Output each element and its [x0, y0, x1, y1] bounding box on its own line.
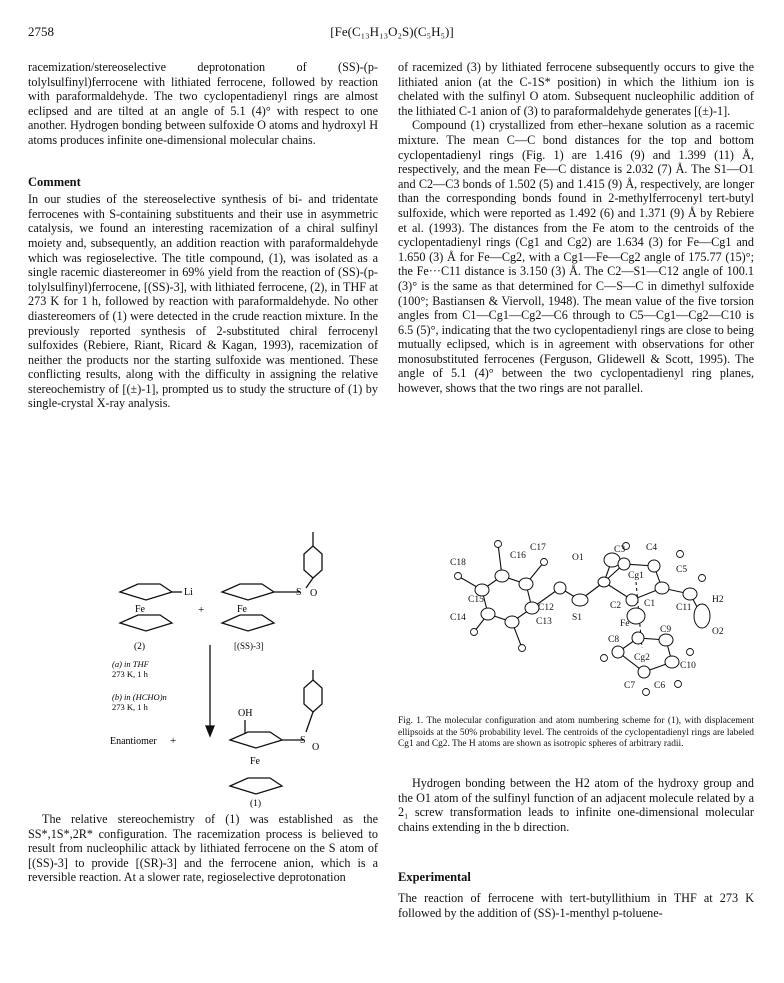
- centroid-label-cg2: Cg2: [634, 653, 650, 663]
- atom-label-c2: C2: [610, 601, 622, 611]
- stereochemistry-paragraph: The relative stereochemistry of (1) was established as the SS*,1S*,2R* configuration. The racemization process is believed to result from nucleophilic attack by lithiated ferrocene on the S atom of [(SS)-3] to provide [(SR)-3] and the ferrocene anion, which is a reversible reaction. At a slower rate, regioselective deprotonation: [28, 812, 378, 885]
- running-header: [28, 24, 756, 42]
- compound-3-label: [(SS)-3]: [234, 641, 264, 651]
- atom-label-c16: C16: [510, 551, 526, 561]
- oh-label: OH: [238, 708, 253, 719]
- fe-label: Fe: [135, 604, 145, 615]
- atom-label-o1: O1: [572, 553, 584, 563]
- s-label: S: [296, 587, 302, 598]
- centroid-label-cg1: Cg1: [628, 571, 644, 581]
- atom-label-fe: Fe: [620, 619, 630, 629]
- atom-label-c8: C8: [608, 635, 620, 645]
- right-column-top: [398, 60, 754, 396]
- atom-label-c3: C3: [614, 545, 626, 555]
- atom-label-c5: C5: [676, 565, 688, 575]
- condition-a-line2: 273 K, 1 h: [112, 669, 148, 679]
- atom-label-c13: C13: [536, 617, 552, 627]
- fe-label: Fe: [250, 756, 260, 767]
- atom-label-c18: C18: [450, 558, 466, 568]
- left-column-top: [28, 60, 378, 411]
- atom-label-c7: C7: [624, 681, 636, 691]
- condition-b-line1: (b) in (HCHO)n: [112, 692, 167, 702]
- condition-a-line1: (a) in THF: [112, 659, 149, 669]
- o-label: O: [310, 588, 318, 599]
- condition-b-line2: 273 K, 1 h: [112, 702, 148, 712]
- comment-paragraph: In our studies of the stereoselective synthesis of bi- and tridentate ferrocenes with S-containing substituents and their use in asymmetric catalysis, we found an interesting racemization of a chiral sulfinyl moiety and, subsequently, an addition reaction with paraformaldehyde which was regioselective. The title compound, (1), was isolated as a single racemic diastereomer in 69% yield from the reaction of (SS)-(p-tolylsulfinyl)ferrocene, [(SS)-3], with lithiated ferrocene, (2), in THF at 273 K for 1 h, followed by reaction with paraformaldehyde. No other diastereomers of (1) were detected in the crude reaction mixture. In the previously reported synthesis of 2-substituted chiral ferrocenyl sulfoxides (Rebiere, Riant, Ricard & Kagan, 1993), racemization of neither the products nor the starting sulfoxide was mentioned. These conflicting results, along with the difficulty in assigning the relative stereochemistry of [(±)-1], prompted us to study the structure of (1) by single-crystal X-ray analysis.: [28, 192, 378, 411]
- atom-label-c12: C12: [538, 603, 554, 613]
- atom-label-s1: S1: [572, 613, 583, 623]
- li-label: Li: [184, 587, 193, 598]
- compound-2-label: (2): [134, 642, 146, 652]
- atom-label-c9: C9: [660, 625, 672, 635]
- s-label: S: [300, 735, 306, 746]
- enantiomer-label: Enantiomer: [110, 736, 157, 747]
- experimental-paragraph: The reaction of ferrocene with tert-butyllithium in THF at 273 K followed by the addition of (SS)-1-menthyl p-toluene-: [398, 890, 754, 920]
- mechanism-paragraph: of racemized (3) by lithiated ferrocene subsequently occurs to give the lithiated anion (at the C-1S* position) in which the lithium ion is chelated with the sulfinyl O atom. Subsequent nucleophilic addition of the lithiated C-1 anion of (3) to paraformaldehyde generates [(±)-1].: [398, 60, 754, 118]
- hydrogen-bonding-paragraph: Hydrogen bonding between the H2 atom of the hydroxy group and the O1 atom of the sulfinyl function of an adjacent molecule related by a 2₁ screw transformation leads to infinite one-dimensional molecular chains extending in the b direction.: [398, 776, 754, 834]
- atom-label-c1: C1: [644, 599, 656, 609]
- comment-heading: Comment: [28, 174, 81, 189]
- plus-sign: +: [198, 604, 205, 616]
- compound-1-label: (1): [250, 799, 262, 809]
- atom-label-h2: H2: [712, 595, 724, 605]
- ortep-figure: [440, 520, 740, 710]
- right-column-bottom: [398, 776, 754, 920]
- reaction-scheme: [100, 540, 390, 809]
- page-number: 2758: [28, 24, 54, 39]
- running-title: [Fe(C₁₃H₁₃O₂S)(C₅H₅)]: [330, 24, 454, 39]
- atom-label-c14: C14: [450, 613, 466, 623]
- experimental-heading: Experimental: [398, 870, 471, 885]
- atom-label-c17: C17: [530, 543, 546, 553]
- atom-label-c10: C10: [680, 661, 696, 671]
- fe-label: Fe: [237, 604, 247, 615]
- atom-label-c15: C15: [468, 595, 484, 605]
- atom-label-c4: C4: [646, 543, 658, 553]
- left-column-bottom: [28, 812, 378, 885]
- abstract-continuation: racemization/stereoselective deprotonation of (SS)-(p-tolylsulfinyl)ferrocene with lithiated ferrocene, followed by reaction with paraformaldehyde. The two cyclopentadienyl rings are almost eclipsed and are tilted at an angle of 5.1 (4)° with respect to one another. Hydrogen bonding between sulfoxide O atoms and hydroxyl H atoms produces infinite one-dimensional molecular chains.: [28, 60, 378, 147]
- atom-label-c6: C6: [654, 681, 666, 691]
- atom-label-o2: O2: [712, 627, 724, 637]
- plus-sign: +: [170, 735, 177, 747]
- atom-label-c11: C11: [676, 603, 692, 613]
- figure-caption: Fig. 1. The molecular configuration and atom numbering scheme for (1), with displacement ellipsoids at the 50% probability level. The centroids of the cyclopentadienyl rings are labeled Cg1 and Cg2. The H atoms are shown as isotropic spheres of arbitrary radii.: [398, 716, 754, 750]
- structure-paragraph: Compound (1) crystallized from ether–hexane solution as a racemic mixture. The mean C—C bond distances for the top and bottom cyclopentadienyl rings (Fig. 1) are 1.416 (9) and 1.399 (11) Å, respectively, and the mean Fe—C distance is 2.032 (7) Å. The S1—O1 and C2—C3 bonds of 1.502 (5) and 1.415 (9) Å, respectively, are longer than the corresponding bonds found in 2-methylferrocenyl tert-butyl sulfoxide, which were reported as 1.492 (6) and 1.371 (9) Å by Rebiere et al. (1993). The distances from the Fe atom to the centroids of the cyclopentadienyl rings (Cg1 and Cg2) are 1.634 (3) for Fe—Cg1 and 1.650 (3) Å for Fe—Cg2, with a Cg1—Fe—Cg2 angle of 175.77 (15)°; the Fe···C11 distance is 3.150 (3) Å. The C2—S1—C12 angle of 100.1 (3)° is the same as that determined for C—S—C in dimethyl sulfoxide (100°; Bastiansen & Viervoll, 1948). The mean value of the five torsion angles from C1—Cg1—Cg2—C6 through to C5—Cg1—Cg2—C10 is 6.5 (5)°, indicating that the two cyclopentadienyl rings are close to being mutually eclipsed, which is in agreement with observations for other monosubstituted ferrocenes (Ferguson, Glidewell & Scott, 1995). The angle of 5.1 (4)° between the two cyclopentadienyl ring planes, however, shows that the two rings are not parallel.: [398, 118, 754, 396]
- o-label: O: [312, 742, 320, 753]
